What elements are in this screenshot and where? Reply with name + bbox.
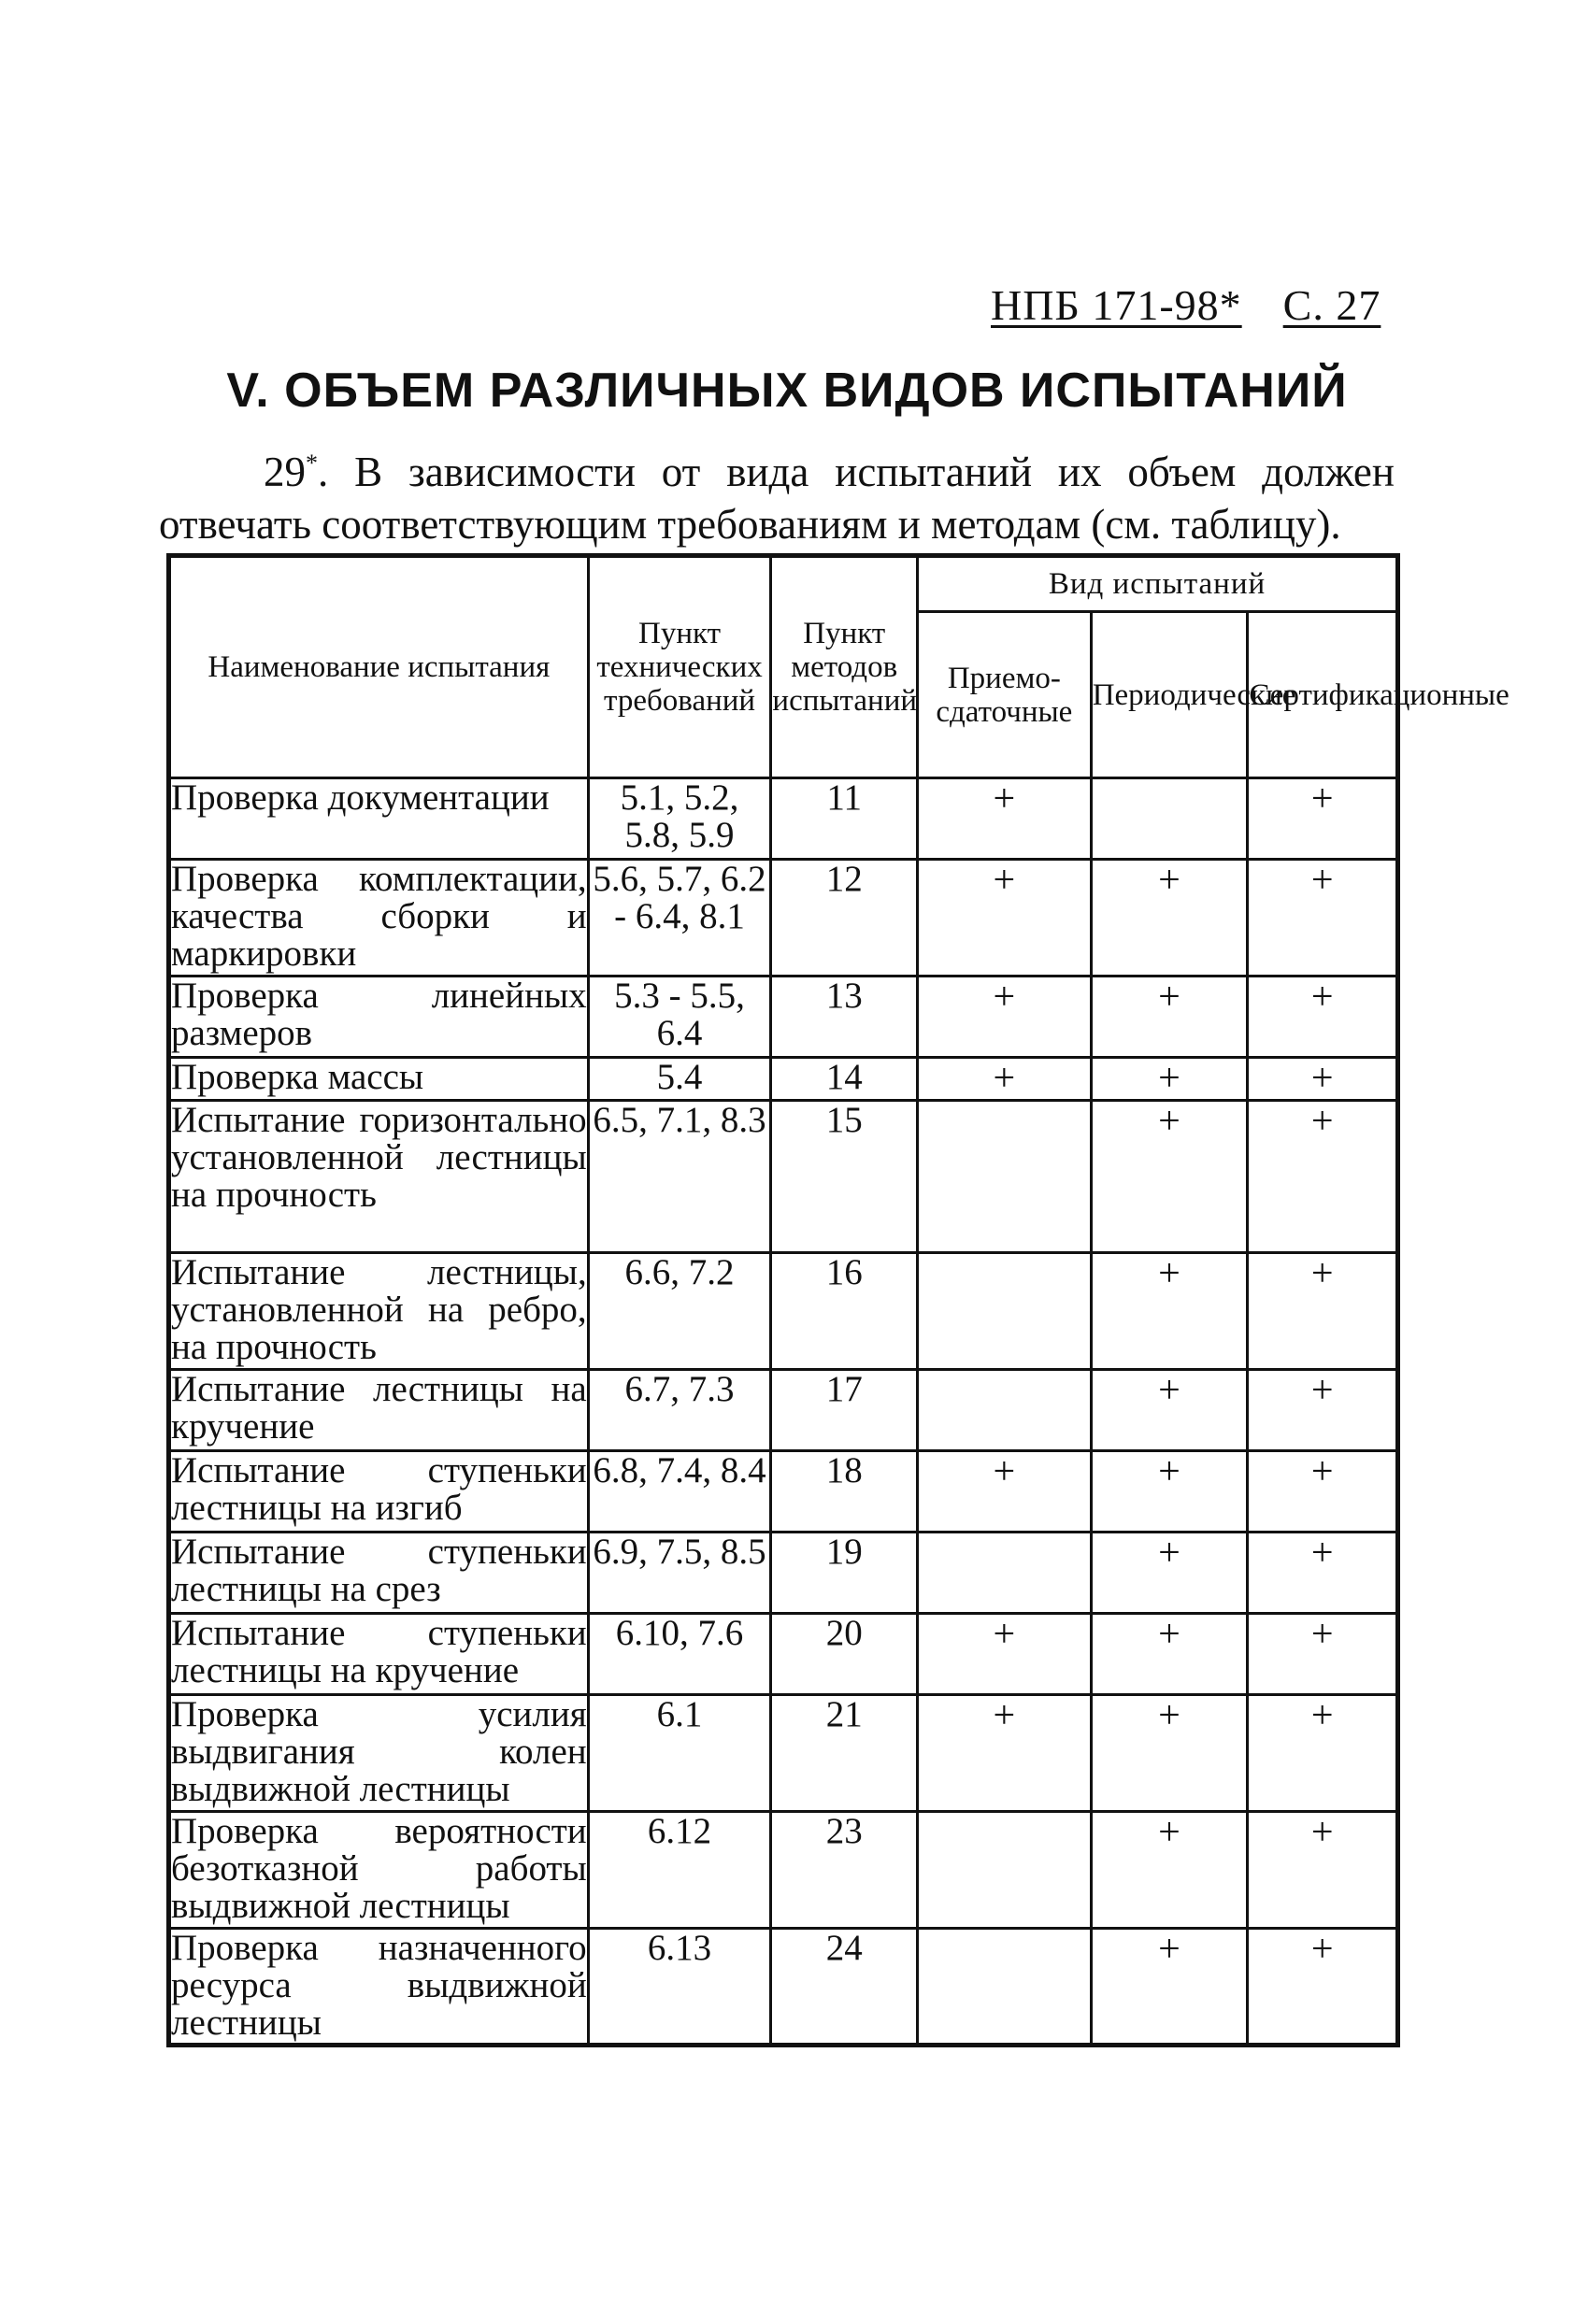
periodic-mark-cell <box>1091 778 1248 860</box>
section-title: V. ОБЪЕМ РАЗЛИЧНЫХ ВИДОВ ИСПЫТАНИЙ <box>226 364 1348 418</box>
acceptance-mark-cell: + <box>918 1614 1092 1695</box>
test-name-cell: Испытание лестницы на кручение <box>169 1370 589 1451</box>
tech-requirement-cell: 6.6, 7.2 <box>588 1253 771 1370</box>
table-row <box>169 977 1398 1058</box>
method-cell: 17 <box>771 1370 918 1451</box>
clause-star: * <box>306 449 318 477</box>
tech-requirement-cell: 5.6, 5.7, 6.2 - 6.4, 8.1 <box>588 860 771 977</box>
test-name-cell: Проверка вероятности безотказной работы выдвижной лестницы <box>169 1812 589 1929</box>
page-number: С. 27 <box>1282 281 1381 329</box>
test-name-cell: Проверка назначенного ресурса выдвижной лестницы <box>169 1929 589 2046</box>
method-cell: 20 <box>771 1614 918 1695</box>
acceptance-mark-cell: + <box>918 1695 1092 1812</box>
certification-mark-cell: + <box>1248 1533 1398 1614</box>
tech-requirement-cell: 5.4 <box>588 1058 771 1101</box>
method-cell: 21 <box>771 1695 918 1812</box>
table-row <box>169 1929 1398 2046</box>
certification-mark-cell: + <box>1248 860 1398 977</box>
table-row <box>169 1253 1398 1370</box>
tech-requirement-cell: 5.3 - 5.5, 6.4 <box>588 977 771 1058</box>
tests-table <box>166 553 1510 2047</box>
header-periodic: Периодические <box>1091 612 1248 778</box>
certification-mark-cell: + <box>1248 1929 1398 2046</box>
table-row <box>169 1370 1398 1451</box>
periodic-mark-cell: + <box>1091 1533 1248 1614</box>
header-acceptance: Приемо-сдаточные <box>918 612 1092 778</box>
certification-mark-cell: + <box>1248 1695 1398 1812</box>
certification-mark-cell: + <box>1248 778 1398 860</box>
periodic-mark-cell: + <box>1091 1058 1248 1101</box>
certification-mark-cell: + <box>1248 1614 1398 1695</box>
test-name-cell: Испытание ступеньки лестницы на кручение <box>169 1614 589 1695</box>
header-test-type: Вид испытаний <box>918 556 1398 612</box>
periodic-mark-cell: + <box>1091 860 1248 977</box>
method-cell: 12 <box>771 860 918 977</box>
method-cell: 16 <box>771 1253 918 1370</box>
test-name-cell: Испытание ступеньки лестницы на изгиб <box>169 1451 589 1533</box>
acceptance-mark-cell: + <box>918 1058 1092 1101</box>
header-test-methods: Пункт методов испытаний <box>771 556 918 778</box>
header-tech-requirements: Пункт технических требований <box>588 556 771 778</box>
certification-mark-cell: + <box>1248 1058 1398 1101</box>
table-row <box>169 1058 1398 1101</box>
test-name-cell: Испытание лестницы, установленной на ребро, на прочность <box>169 1253 589 1370</box>
test-name-cell: Проверка усилия выдвигания колен выдвижной лестницы <box>169 1695 589 1812</box>
certification-mark-cell: + <box>1248 977 1398 1058</box>
certification-mark-cell: + <box>1248 1451 1398 1533</box>
periodic-mark-cell: + <box>1091 1101 1248 1253</box>
test-name-cell: Проверка документации <box>169 778 589 860</box>
certification-mark-cell: + <box>1248 1812 1398 1929</box>
tech-requirement-cell: 6.5, 7.1, 8.3 <box>588 1101 771 1253</box>
table-row <box>169 1533 1398 1614</box>
table-row <box>169 1451 1398 1533</box>
acceptance-mark-cell <box>918 1101 1092 1253</box>
acceptance-mark-cell <box>918 1533 1092 1614</box>
acceptance-mark-cell: + <box>918 778 1092 860</box>
method-cell: 11 <box>771 778 918 860</box>
tech-requirement-cell: 6.8, 7.4, 8.4 <box>588 1451 771 1533</box>
tech-requirement-cell: 6.9, 7.5, 8.5 <box>588 1533 771 1614</box>
header-certification: Сертификационные <box>1248 612 1398 778</box>
acceptance-mark-cell <box>918 1253 1092 1370</box>
test-name-cell: Испытание горизонтально установленной лестницы на прочность <box>169 1101 589 1253</box>
certification-mark-cell: + <box>1248 1253 1398 1370</box>
test-name-cell: Испытание ступеньки лестницы на срез <box>169 1533 589 1614</box>
table-row <box>169 1812 1398 1929</box>
acceptance-mark-cell <box>918 1812 1092 1929</box>
tech-requirement-cell: 6.7, 7.3 <box>588 1370 771 1451</box>
certification-mark-cell: + <box>1248 1370 1398 1451</box>
method-cell: 14 <box>771 1058 918 1101</box>
intro-paragraph <box>159 437 1395 550</box>
acceptance-mark-cell <box>918 1929 1092 2046</box>
tech-requirement-cell: 6.10, 7.6 <box>588 1614 771 1695</box>
intro-text: . В зависимости от вида испытаний их объем должен отвечать соответствующим требованиям и методам (см. таблицу). <box>159 449 1395 548</box>
tech-requirement-cell: 6.1 <box>588 1695 771 1812</box>
method-cell: 15 <box>771 1101 918 1253</box>
table-row <box>169 1614 1398 1695</box>
periodic-mark-cell: + <box>1091 1370 1248 1451</box>
tech-requirement-cell: 5.1, 5.2, 5.8, 5.9 <box>588 778 771 860</box>
method-cell: 13 <box>771 977 918 1058</box>
certification-mark-cell: + <box>1248 1101 1398 1253</box>
periodic-mark-cell: + <box>1091 1253 1248 1370</box>
acceptance-mark-cell: + <box>918 860 1092 977</box>
method-cell: 18 <box>771 1451 918 1533</box>
periodic-mark-cell: + <box>1091 1812 1248 1929</box>
periodic-mark-cell: + <box>1091 977 1248 1058</box>
acceptance-mark-cell: + <box>918 1451 1092 1533</box>
method-cell: 23 <box>771 1812 918 1929</box>
table-row <box>169 778 1398 860</box>
document-code: НПБ 171-98* <box>991 281 1242 329</box>
tech-requirement-cell: 6.13 <box>588 1929 771 2046</box>
periodic-mark-cell: + <box>1091 1929 1248 2046</box>
periodic-mark-cell: + <box>1091 1451 1248 1533</box>
test-name-cell: Проверка линейных размеров <box>169 977 589 1058</box>
periodic-mark-cell: + <box>1091 1614 1248 1695</box>
table-row <box>169 1101 1398 1253</box>
method-cell: 24 <box>771 1929 918 2046</box>
method-cell: 19 <box>771 1533 918 1614</box>
tech-requirement-cell: 6.12 <box>588 1812 771 1929</box>
test-name-cell: Проверка массы <box>169 1058 589 1101</box>
table-body <box>169 778 1398 2046</box>
page-header <box>991 280 1393 330</box>
header-test-name: Наименование испытания <box>169 556 589 778</box>
test-name-cell: Проверка комплектации, качества сборки и маркировки <box>169 860 589 977</box>
acceptance-mark-cell: + <box>918 977 1092 1058</box>
periodic-mark-cell: + <box>1091 1695 1248 1812</box>
acceptance-mark-cell <box>918 1370 1092 1451</box>
clause-number: 29 <box>264 449 306 495</box>
table-row <box>169 860 1398 977</box>
table-row <box>169 1695 1398 1812</box>
